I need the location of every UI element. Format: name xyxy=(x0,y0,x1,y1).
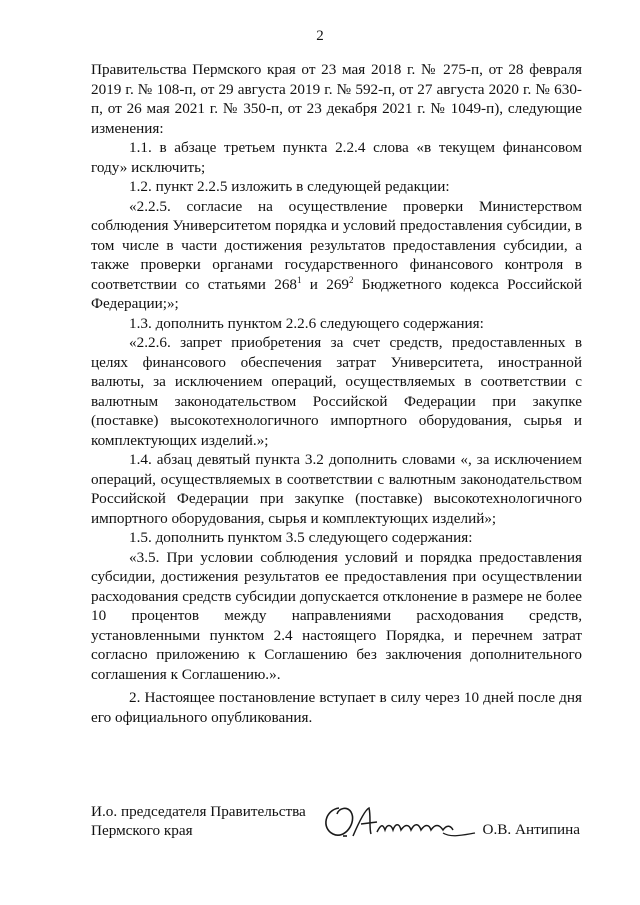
quote-2-2-5-text-a: «2.2.5. согласие на осуществление проверки Министерством соблюдения Университетом порядка и условий предоставления субсидии, в том числе в части достижения результатов предоставления субсидии, а также проверки органами государственного финансового контроля в соответствии со статьями 268 xyxy=(91,197,582,293)
quote-2-2-6: «2.2.6. запрет приобретения за счет средств, предоставленных в целях финансового обеспечения затрат Университета, иностранной валюты, за исключением операций, осуществляемых в соответствии с валютным законодательством Российской Федерации при закупке (поставке) высокотехнологичного импортного оборудования, сырья и комплектующих изделий.»; xyxy=(91,334,582,449)
quote-2-2-5 xyxy=(91,197,582,314)
paragraph-2: 2. Настоящее постановление вступает в силу через 10 дней после дня его официального опубликования. xyxy=(91,689,582,726)
paragraph-1-5: 1.5. дополнить пунктом 3.5 следующего содержания: xyxy=(129,529,473,546)
quote-2-2-5-text-b: и 269 xyxy=(301,275,350,293)
quote-3-5: «3.5. При условии соблюдения условий и порядка предоставления субсидии, достижения результатов ее предоставления при осуществлении расходования средств субсидии допускается отклонение в размере не более 10 процентов между направлениями расходования средств, установленными пунктом 2.4 настоящего Порядка, и перечнем затрат согласно приложению к Соглашению без заключения дополнительного соглашения к Соглашению.». xyxy=(91,548,582,683)
paragraph-1-3: 1.3. дополнить пунктом 2.2.6 следующего содержания: xyxy=(129,314,484,332)
signatory-name: О.В. Антипина xyxy=(482,821,580,838)
paragraph-1-1: 1.1. в абзаце третьем пункта 2.2.4 слова «в текущем финансовом году» исключить; xyxy=(91,139,582,176)
superscript-1: 1 xyxy=(297,274,302,285)
paragraph-1-2: 1.2. пункт 2.2.5 изложить в следующей редакции: xyxy=(129,178,450,195)
signatory-position-line-2: Пермского края xyxy=(91,822,193,839)
handwritten-signature xyxy=(317,802,479,842)
paragraph-intro-continuation: Правительства Пермского края от 23 мая 2018 г. № 275-п, от 28 февраля 2019 г. № 108-п, от 29 августа 2019 г. № 592-п, от 27 августа 2020 г. № 630-п, от 26 мая 2021 г. № 350-п, от 23 декабря 2021 г. № 1049-п), следующие изменения: xyxy=(91,61,582,137)
superscript-2: 2 xyxy=(349,274,354,285)
quote-2-2-5-text-c: Бюджетного кодекса Российской Федерации;»; xyxy=(91,275,582,312)
signature-block xyxy=(91,802,582,852)
signatory-position xyxy=(91,802,306,840)
signatory-position-line-1: И.о. председателя Правительства xyxy=(91,803,306,820)
document-body xyxy=(91,60,582,727)
page-number: 2 xyxy=(316,28,324,44)
paragraph-1-4: 1.4. абзац девятый пункта 3.2 дополнить словами «, за исключением операций, осуществляемых в соответствии с валютным законодательством Российской Федерации при закупке (поставке) высокотехнологичного импортного оборудования, сырья и комплектующих изделий»; xyxy=(91,451,582,527)
